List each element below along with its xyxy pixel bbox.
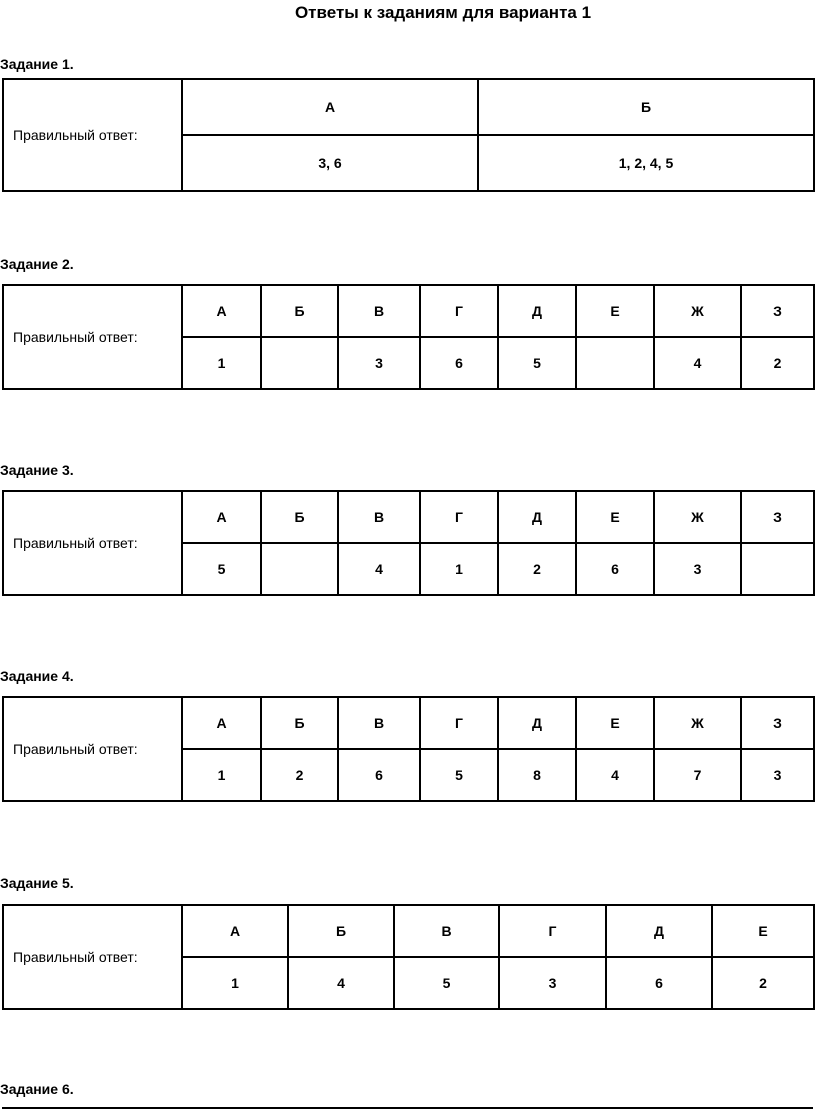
task-2-answer-table — [2, 284, 815, 390]
task-4-answer-table — [2, 696, 815, 802]
answer-cell: 4 — [654, 337, 741, 389]
table-row — [3, 697, 814, 749]
task-6-table-top-border — [2, 1107, 813, 1109]
column-header: Б — [261, 285, 338, 337]
answer-cell — [576, 337, 654, 389]
answer-label: Правильный ответ: — [3, 905, 182, 1009]
answer-label: Правильный ответ: — [3, 491, 182, 595]
column-header: А — [182, 285, 261, 337]
column-header: Б — [288, 905, 394, 957]
answer-cell: 6 — [606, 957, 712, 1009]
task-2-heading: Задание 2. — [0, 256, 74, 272]
answer-cell: 4 — [288, 957, 394, 1009]
answer-cell: 2 — [741, 337, 814, 389]
column-header: Г — [420, 697, 498, 749]
answer-cell: 5 — [182, 543, 261, 595]
column-header: В — [338, 285, 420, 337]
answer-cell: 5 — [420, 749, 498, 801]
column-header: В — [338, 697, 420, 749]
task-3-heading: Задание 3. — [0, 462, 74, 478]
column-header: Е — [576, 285, 654, 337]
task-6-heading: Задание 6. — [0, 1081, 74, 1097]
table-row — [3, 79, 814, 135]
column-header: Б — [261, 697, 338, 749]
column-header: Б — [478, 79, 814, 135]
column-header: Д — [498, 491, 576, 543]
answer-cell: 4 — [576, 749, 654, 801]
column-header: Е — [712, 905, 814, 957]
column-header: Д — [606, 905, 712, 957]
answer-cell: 6 — [420, 337, 498, 389]
column-header: Г — [420, 491, 498, 543]
answer-cell: 1, 2, 4, 5 — [478, 135, 814, 191]
task-5-answer-table — [2, 904, 815, 1010]
answer-cell: 2 — [498, 543, 576, 595]
column-header: А — [182, 79, 478, 135]
answer-cell: 1 — [182, 749, 261, 801]
answer-cell: 3 — [499, 957, 606, 1009]
answer-cell: 1 — [182, 337, 261, 389]
column-header: Д — [498, 285, 576, 337]
column-header: Ж — [654, 491, 741, 543]
table-row — [3, 905, 814, 957]
task-1-heading: Задание 1. — [0, 56, 74, 72]
answer-cell: 7 — [654, 749, 741, 801]
answer-cell: 2 — [261, 749, 338, 801]
answer-cell: 1 — [182, 957, 288, 1009]
answer-cell — [261, 543, 338, 595]
answer-cell — [741, 543, 814, 595]
answer-label: Правильный ответ: — [3, 285, 182, 389]
table-row — [3, 285, 814, 337]
column-header: Е — [576, 491, 654, 543]
answer-cell: 3 — [654, 543, 741, 595]
answer-cell — [261, 337, 338, 389]
answer-cell: 5 — [498, 337, 576, 389]
answer-cell: 1 — [420, 543, 498, 595]
column-header: Г — [499, 905, 606, 957]
column-header: З — [741, 285, 814, 337]
column-header: Д — [498, 697, 576, 749]
answer-cell: 6 — [576, 543, 654, 595]
task-5-heading: Задание 5. — [0, 875, 74, 891]
answer-cell: 3 — [741, 749, 814, 801]
column-header: Б — [261, 491, 338, 543]
table-row — [3, 491, 814, 543]
column-header: Е — [576, 697, 654, 749]
answer-cell: 8 — [498, 749, 576, 801]
column-header: Ж — [654, 285, 741, 337]
answer-cell: 4 — [338, 543, 420, 595]
column-header: З — [741, 697, 814, 749]
column-header: В — [338, 491, 420, 543]
column-header: А — [182, 905, 288, 957]
task-1-answer-table — [2, 78, 815, 192]
column-header: А — [182, 697, 261, 749]
answer-cell: 6 — [338, 749, 420, 801]
answer-cell: 2 — [712, 957, 814, 1009]
answer-cell: 3 — [338, 337, 420, 389]
task-4-heading: Задание 4. — [0, 668, 74, 684]
column-header: Г — [420, 285, 498, 337]
answer-label: Правильный ответ: — [3, 697, 182, 801]
task-3-answer-table — [2, 490, 815, 596]
answer-cell: 3, 6 — [182, 135, 478, 191]
answer-label: Правильный ответ: — [3, 79, 182, 191]
column-header: Ж — [654, 697, 741, 749]
column-header: З — [741, 491, 814, 543]
page-title: Ответы к заданиям для варианта 1 — [294, 3, 592, 22]
column-header: В — [394, 905, 499, 957]
column-header: А — [182, 491, 261, 543]
answer-cell: 5 — [394, 957, 499, 1009]
